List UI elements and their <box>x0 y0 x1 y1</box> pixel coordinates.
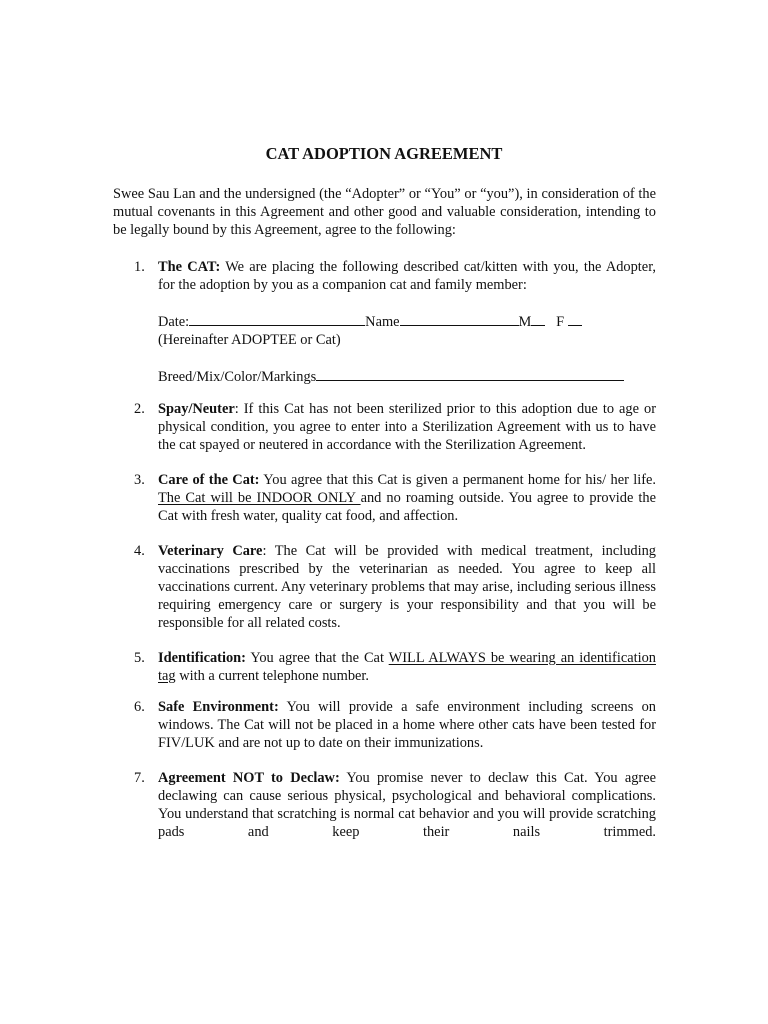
date-name-sex-line <box>158 311 656 331</box>
clause-heading: Safe Environment: <box>158 699 279 715</box>
male-field[interactable] <box>531 311 545 326</box>
clause-heading: Agreement NOT to Declaw: <box>158 770 340 786</box>
clause-body: We are placing the following described cat/kitten with you, the Adopter, for the adoption by you as a companion cat and family member: <box>158 259 657 293</box>
clause-identification <box>134 649 656 685</box>
clause-body-cont: and no roaming outside. You agree to provide the Cat with fresh water, quality cat food, and affection. <box>158 490 656 524</box>
clause-body-cont: with a current telephone number. <box>175 668 370 684</box>
clause-number: 3. <box>134 472 145 488</box>
clause-heading: Veterinary Care <box>158 543 263 559</box>
id-tag-emphasis: WILL ALWAYS be wearing an identification tag <box>158 650 656 684</box>
clause-body: : The Cat will be provided with medical treatment, including vaccinations prescribed by the veterinarian as needed. You agree to keep all vaccinations current. Any veterinary problems that may arise, including serious illness requiring emergency care or surgery is your responsibility and that you will be responsible for all related costs. <box>158 543 656 631</box>
clause-body: You agree that the Cat <box>245 650 389 666</box>
clause-no-declaw <box>134 769 656 841</box>
clause-the-cat <box>134 258 656 386</box>
intro-paragraph: Swee Sau Lan and the undersigned (the “Adopter” or “You” or “you”), in consideration of the mutual covenants in this Agreement and other good and valuable consideration, intending to be legally bound by this Agreement, agree to the following: <box>113 186 656 238</box>
breed-label: Breed/Mix/Color/Markings <box>158 369 317 385</box>
date-field[interactable] <box>189 311 365 326</box>
name-field[interactable] <box>400 311 519 326</box>
clause-heading: Spay/Neuter <box>158 401 235 417</box>
clause-body: You agree that this Cat is given a permanent home for his/ her life. <box>259 472 656 488</box>
clause-heading: Identification: <box>158 650 246 666</box>
name-label: Name <box>365 314 400 330</box>
clause-text <box>158 471 656 525</box>
clause-body: You promise never to declaw this Cat. You agree declawing can cause serious physical, psychological and behavioral complications. You understand that scratching is normal cat behavior and you will provide scratching pads and keep their nails trimmed. <box>158 770 656 840</box>
clause-text <box>158 698 656 752</box>
male-label: M <box>518 314 532 330</box>
clause-number: 5. <box>134 650 145 666</box>
clause-number: 7. <box>134 770 145 786</box>
clause-heading: The CAT: <box>158 259 221 275</box>
hereinafter-note: (Hereinafter ADOPTEE or Cat) <box>158 332 341 348</box>
clause-heading: Care of the Cat: <box>158 472 260 488</box>
clause-number: 2. <box>134 401 145 417</box>
clause-body: : If this Cat has not been sterilized prior to this adoption due to age or physical condition, you agree to enter into a Sterilization Agreement with us to have the cat spayed or neutered in accordance with the Sterilization Agreement. <box>158 401 656 453</box>
indoor-only-emphasis: The Cat will be INDOOR ONLY <box>158 490 361 506</box>
clause-number: 4. <box>134 543 145 559</box>
female-field[interactable] <box>568 311 582 326</box>
clause-body: You will provide a safe environment including screens on windows. The Cat will not be placed in a home where other cats have been tested for FIV/LUK and are not up to date on their immunizations. <box>158 699 656 751</box>
clause-veterinary-care <box>134 542 656 632</box>
document-title: CAT ADOPTION AGREEMENT <box>265 144 503 163</box>
female-label: F <box>556 314 565 330</box>
clause-spay-neuter <box>134 400 656 454</box>
clause-text <box>158 400 656 454</box>
clause-care-of-cat <box>134 471 656 525</box>
breed-field[interactable] <box>316 366 624 381</box>
clause-text <box>158 258 656 294</box>
clause-safe-environment <box>134 698 656 752</box>
clause-number: 1. <box>134 259 145 275</box>
clause-number: 6. <box>134 699 145 715</box>
clause-text <box>158 542 656 632</box>
clause-text <box>158 649 656 685</box>
date-label: Date: <box>158 314 190 330</box>
breed-line <box>158 366 656 386</box>
clause-text <box>158 769 656 841</box>
